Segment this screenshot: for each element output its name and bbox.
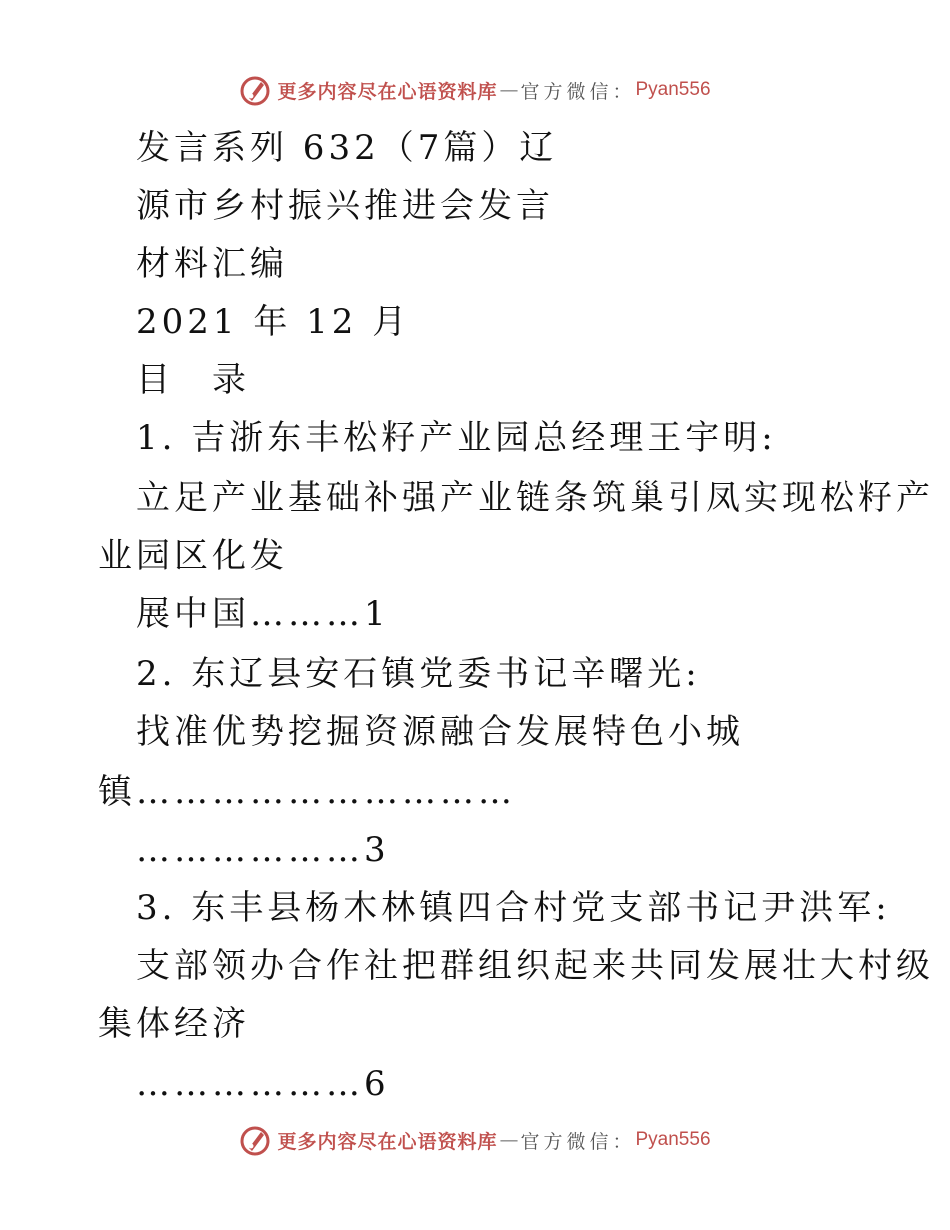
document-date: 2021 年 12 月: [136, 302, 411, 342]
toc-entry-1-line-3: 展中国………1: [136, 594, 390, 634]
toc-entry-2-heading: 2. 东辽县安石镇党委书记辛曙光:: [136, 654, 701, 694]
toc-entry-1-heading: 1. 吉浙东丰松籽产业园总经理王宇明:: [136, 418, 777, 458]
toc-entry-2-line-1: 找准优势挖掘资源融合发展特色小城: [136, 712, 744, 752]
toc-entry-3-line-2: 集体经济: [98, 1004, 250, 1044]
banner-separator: —: [499, 1129, 519, 1151]
title-line-2: 源市乡村振兴推进会发言: [136, 186, 554, 226]
toc-entry-1-line-1: 立足产业基础补强产业链条筑巢引凤实现松籽产: [136, 478, 934, 518]
banner-wechat-id: Pyan556: [635, 79, 711, 100]
toc-entry-3-heading: 3. 东丰县杨木林镇四合村党支部书记尹洪军:: [136, 888, 891, 928]
banner-text: 更多内容尽在心语资料库: [277, 80, 498, 103]
banner-separator: —: [499, 79, 519, 101]
banner-wechat-label: 官方微信：: [520, 1130, 636, 1153]
toc-entry-2-line-3: ………………3: [136, 830, 390, 870]
title-line-1: 发言系列 632（7篇）辽: [136, 128, 558, 168]
title-line-3: 材料汇编: [136, 244, 288, 284]
banner-text: 更多内容尽在心语资料库: [277, 1130, 498, 1153]
pen-logo-icon: [239, 1124, 271, 1156]
banner-wechat-label: 官方微信：: [520, 80, 636, 103]
toc-heading: 目 录: [136, 360, 250, 400]
toc-entry-3-line-1: 支部领办合作社把群组织起来共同发展壮大村级: [136, 946, 934, 986]
toc-entry-3-line-3: ………………6: [136, 1064, 390, 1104]
footer-watermark-banner: [0, 1120, 950, 1160]
toc-entry-1-line-2: 业园区化发: [98, 536, 288, 576]
banner-wechat-id: Pyan556: [635, 1129, 711, 1150]
toc-entry-2-line-2: 镇…………………………: [98, 772, 516, 812]
